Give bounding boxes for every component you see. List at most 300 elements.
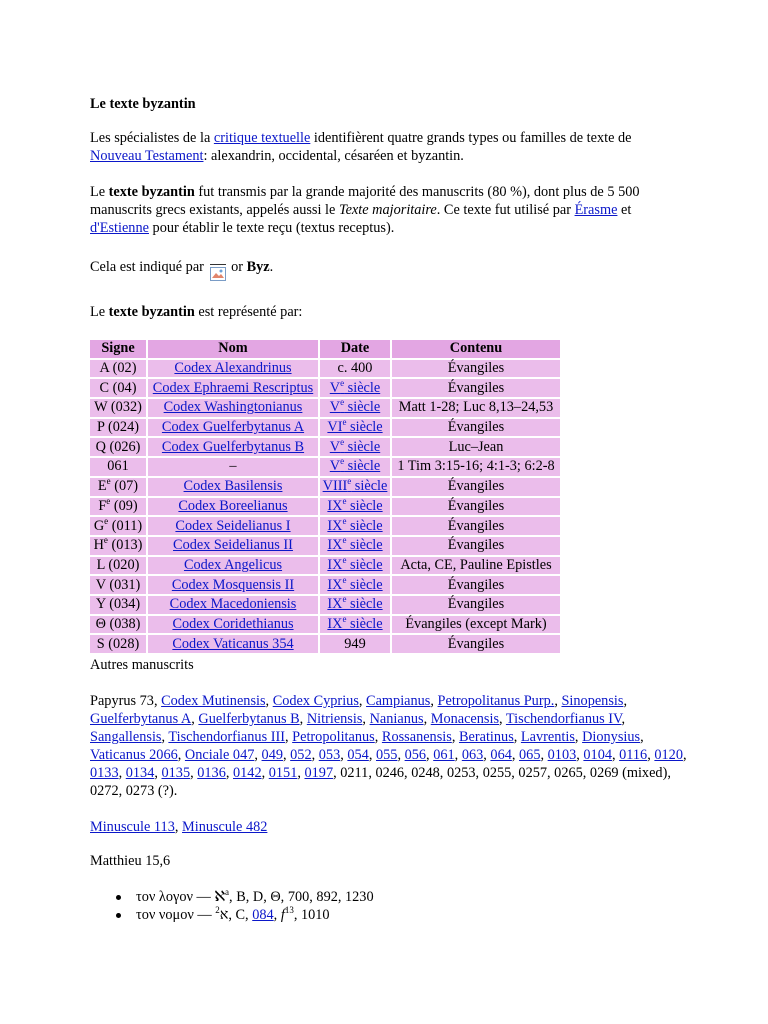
- cell-nom: [148, 379, 318, 397]
- cell-signe: [90, 576, 146, 594]
- manuscript-name-link[interactable]: Codex Seidelianus II: [173, 537, 293, 554]
- table-row: [90, 399, 560, 417]
- separator: ,: [647, 747, 655, 763]
- separator: ,: [511, 747, 520, 763]
- separator: ,: [554, 693, 562, 709]
- manuscript-link[interactable]: Sinopensis: [561, 693, 624, 709]
- date-text: siècle: [346, 497, 383, 514]
- table-row: [90, 478, 560, 496]
- cell-signe: [90, 517, 146, 535]
- manuscript-link[interactable]: Beratinus: [458, 729, 514, 745]
- separator: ,: [265, 693, 273, 709]
- cell-signe: [90, 616, 146, 634]
- sup: a: [225, 887, 230, 898]
- text: Cela est indiqué par: [90, 259, 208, 275]
- sup: e: [340, 397, 345, 408]
- table-row: [90, 517, 560, 535]
- century-link[interactable]: [327, 596, 382, 612]
- manuscript-link[interactable]: 063: [461, 747, 484, 763]
- represente-paragraph: [90, 303, 690, 321]
- manuscript-name: –: [229, 458, 237, 475]
- text: et: [617, 202, 632, 218]
- table-row: [90, 438, 560, 456]
- manuscript-link[interactable]: 0116: [619, 747, 648, 763]
- sign-text: Θ (038): [95, 615, 141, 632]
- separator: ,: [499, 711, 506, 727]
- text: Les spécialistes de la: [90, 130, 214, 146]
- text: ,: [273, 907, 281, 923]
- cell-contenu: Évangiles: [392, 419, 560, 437]
- sup: e: [340, 377, 345, 388]
- manuscript-link[interactable]: 0104: [583, 747, 612, 763]
- cell-date: [320, 576, 390, 594]
- header-contenu: Contenu: [392, 340, 560, 358]
- sign-text: F: [98, 497, 107, 514]
- separator: ,: [190, 765, 198, 781]
- century-link[interactable]: [327, 616, 382, 632]
- separator: ,: [483, 747, 491, 763]
- cell-nom: [148, 399, 318, 417]
- cell-nom: [148, 635, 318, 653]
- sup: e: [342, 515, 347, 526]
- cell-signe: [90, 458, 146, 476]
- sign-text: C (04): [99, 379, 137, 396]
- manuscript-name-link[interactable]: Codex Coridethianus: [172, 615, 294, 632]
- text: Le: [90, 304, 109, 320]
- manuscript-link[interactable]: Sangallensis: [90, 729, 162, 745]
- text: , B, D, Θ, 700, 892, 1230: [229, 889, 374, 905]
- sign-text: (09): [110, 497, 138, 514]
- nouveau-testament-link[interactable]: Nouveau Testament: [90, 148, 204, 164]
- cell-nom: [148, 478, 318, 496]
- century-link[interactable]: [327, 515, 383, 534]
- sign-text: H: [93, 537, 104, 554]
- manuscript-link[interactable]: 052: [290, 747, 312, 763]
- erasme-link[interactable]: Érasme: [574, 202, 618, 218]
- separator: ,: [333, 765, 341, 781]
- cell-nom: [148, 596, 318, 614]
- manuscript-link[interactable]: 0135: [161, 765, 191, 781]
- manuscript-link[interactable]: Nanianus: [369, 711, 424, 727]
- manuscript-link[interactable]: Guelferbytanus A: [90, 711, 192, 727]
- sup: e: [342, 614, 347, 625]
- century-link[interactable]: [327, 498, 382, 514]
- separator: ,: [682, 747, 687, 763]
- separator: ,: [177, 747, 185, 763]
- variants-list: [90, 888, 736, 924]
- text: fut transmis par la grande majorité des manuscrits (80 %), dont plus de 5 500: [194, 184, 640, 200]
- sup: e: [106, 496, 111, 507]
- cell-date: [320, 517, 390, 535]
- sup: e: [342, 594, 347, 605]
- manuscript-link[interactable]: 0142: [233, 765, 262, 781]
- sign-text: A (02): [99, 360, 137, 377]
- cell-nom: [148, 458, 318, 476]
- date-text: IX: [327, 537, 343, 554]
- date-text: siècle: [346, 615, 383, 632]
- cell-nom: [148, 576, 318, 594]
- sign-text: P (024): [97, 419, 139, 436]
- text: manuscrits grecs existants, appelés aussi le: [90, 202, 339, 218]
- cell-date: [320, 616, 390, 634]
- cell-contenu: Évangiles: [392, 596, 560, 614]
- manuscript-link[interactable]: Tischendorfianus III: [168, 729, 285, 745]
- cell-nom: [148, 517, 318, 535]
- cell-contenu: Évangiles: [392, 537, 560, 555]
- century-link[interactable]: [330, 399, 380, 415]
- text: . Ce texte fut utilisé par: [436, 202, 575, 218]
- matthieu-label: Matthieu 15,6: [90, 853, 171, 869]
- date-text: siècle: [346, 419, 383, 436]
- century-link[interactable]: [327, 574, 383, 593]
- manuscript-link[interactable]: 0136: [197, 765, 226, 781]
- date-text: siècle: [351, 478, 388, 495]
- separator: ,: [430, 693, 438, 709]
- cell-signe: [90, 399, 146, 417]
- broken-image-icon: [210, 264, 226, 279]
- autres-manuscrits-label: Autres manuscrits: [90, 657, 194, 673]
- date-text: siècle: [344, 438, 381, 455]
- date-text: VIII: [322, 478, 348, 495]
- manuscript-link[interactable]: 055: [375, 747, 398, 763]
- manuscript-link[interactable]: Tischendorfianus IV: [505, 711, 622, 727]
- cell-nom: [148, 557, 318, 575]
- table-row: [90, 596, 560, 614]
- separator: ,: [640, 729, 644, 745]
- table-row: [90, 379, 560, 397]
- cell-nom: [148, 419, 318, 437]
- date-text: c. 400: [337, 360, 373, 377]
- byz-label: Byz: [246, 259, 270, 275]
- sup: e: [342, 496, 347, 507]
- separator: ,: [454, 747, 462, 763]
- sup: e: [342, 555, 347, 566]
- separator: ,: [397, 747, 405, 763]
- sign-text: L (020): [96, 556, 140, 573]
- sign-text: G: [93, 517, 105, 534]
- date-text: V: [329, 438, 341, 455]
- separator: ,: [340, 747, 348, 763]
- table-row: [90, 498, 560, 516]
- text: identifièrent quatre grands types ou familles de texte de: [310, 130, 632, 146]
- century-link[interactable]: [327, 537, 382, 553]
- estienne-link[interactable]: d'Estienne: [90, 220, 149, 236]
- separator: ,: [362, 711, 370, 727]
- cell-contenu: Acta, CE, Pauline Epistles: [392, 557, 560, 575]
- separator: ,: [261, 765, 269, 781]
- date-text: siècle: [344, 399, 381, 416]
- separator: ,: [451, 729, 459, 745]
- text: τον νομον —: [136, 907, 216, 923]
- separator: ,: [311, 747, 319, 763]
- date-text: [344, 636, 365, 652]
- separator: ,: [118, 765, 126, 781]
- cell-signe: [90, 537, 146, 555]
- header-date: Date: [320, 340, 390, 358]
- manuscript-name-link[interactable]: Codex Guelferbytanus A: [161, 419, 305, 436]
- byzantine-paragraph: [90, 183, 690, 237]
- date-text: V: [329, 399, 341, 416]
- sup: 2: [215, 905, 220, 916]
- separator: ,: [225, 765, 233, 781]
- cell-contenu: Évangiles: [392, 517, 560, 535]
- date-text: siècle: [346, 517, 383, 534]
- cell-date: [320, 557, 390, 575]
- header-signe: Signe: [90, 340, 146, 358]
- manuscripts-table: [88, 338, 562, 655]
- cell-date: [320, 360, 390, 378]
- header-nom: Nom: [148, 340, 318, 358]
- manuscript-link[interactable]: 0151: [268, 765, 298, 781]
- date-text: siècle: [346, 556, 383, 573]
- separator: ,: [574, 729, 583, 745]
- text: : alexandrin, occidental, césaréen et byzantin.: [203, 148, 464, 164]
- cell-nom: [148, 537, 318, 555]
- cell-date: [320, 635, 390, 653]
- cell-nom: [148, 498, 318, 516]
- manuscript-link[interactable]: Codex Mutinensis: [161, 693, 266, 709]
- cell-signe: [90, 498, 146, 516]
- date-text: V: [329, 458, 341, 475]
- separator: ,: [374, 729, 382, 745]
- separator: ,: [513, 729, 521, 745]
- cell-date: [320, 379, 390, 397]
- list-item: [136, 888, 736, 906]
- cell-contenu: Évangiles: [392, 360, 560, 378]
- text: τον λογον — ℵ: [136, 889, 226, 905]
- cell-signe: [90, 360, 146, 378]
- sup: e: [347, 476, 352, 487]
- manuscript-name-link[interactable]: Codex Boreelianus: [178, 497, 288, 514]
- sign-text: E: [97, 478, 107, 495]
- manuscript-link[interactable]: Vaticanus 2066: [90, 747, 178, 763]
- date-text: IX: [327, 596, 343, 613]
- bold-term: texte byzantin: [108, 304, 195, 320]
- manuscript-link[interactable]: Guelferbytanus B: [198, 711, 300, 727]
- sign-text: Q (026): [95, 438, 141, 455]
- cell-nom: [148, 360, 318, 378]
- separator: ,: [426, 747, 434, 763]
- manuscript-name-link[interactable]: Codex Washingtonianus: [163, 399, 303, 416]
- sup: e: [340, 456, 345, 467]
- cell-signe: [90, 379, 146, 397]
- manuscript-link[interactable]: Onciale 047: [184, 747, 255, 763]
- cell-nom: [148, 616, 318, 634]
- date-text: IX: [327, 556, 343, 573]
- cell-contenu: Luc–Jean: [392, 438, 560, 456]
- table-row: [90, 576, 560, 594]
- manuscript-text: 0211, 0246, 0248, 0253, 0255, 0257, 0265, 0269 (mixed), 0272, 0273 (?).: [90, 765, 671, 799]
- manuscript-link[interactable]: 056: [404, 747, 427, 763]
- sign-text: (013): [107, 537, 143, 554]
- sign-text: S (028): [96, 635, 140, 652]
- manuscript-link[interactable]: 054: [347, 747, 369, 763]
- sign-text: Y (034): [95, 596, 141, 613]
- cell-signe: [90, 557, 146, 575]
- text: א, C,: [219, 907, 253, 923]
- sup: 13: [284, 905, 294, 916]
- table-row: [90, 419, 560, 437]
- manuscript-name-link[interactable]: Codex Seidelianus I: [175, 517, 291, 534]
- manuscript-link[interactable]: Codex Cyprius: [272, 693, 359, 709]
- cell-contenu: Évangiles: [392, 379, 560, 397]
- table-row: [90, 616, 560, 634]
- manuscript-name-link[interactable]: Codex Ephraemi Rescriptus: [152, 379, 314, 396]
- manuscript-link[interactable]: 064: [490, 747, 512, 763]
- date-text: IX: [327, 517, 343, 534]
- sign-text: (07): [110, 478, 139, 495]
- century-link[interactable]: [327, 557, 382, 573]
- sup: e: [106, 476, 111, 487]
- manuscript-name-link[interactable]: Codex Alexandrinus: [174, 360, 292, 377]
- minuscule-113-link[interactable]: Minuscule 113: [90, 819, 175, 835]
- cell-signe: [90, 635, 146, 653]
- manuscript-link[interactable]: Petropolitanus: [292, 729, 375, 745]
- text: pour établir le texte reçu (textus receptus).: [148, 220, 395, 236]
- cell-contenu: Matt 1-28; Luc 8,13–24,53: [392, 399, 560, 417]
- list-item: [136, 906, 736, 924]
- manuscript-name-link[interactable]: Codex Mosquensis II: [171, 576, 295, 593]
- manuscript-link[interactable]: 053: [318, 747, 341, 763]
- sign-text: V (031): [95, 576, 141, 593]
- cell-date: [320, 498, 390, 516]
- manuscript-link[interactable]: 0103: [547, 747, 577, 763]
- text: ,: [174, 819, 183, 835]
- separator: ,: [358, 693, 367, 709]
- cell-signe: [90, 478, 146, 496]
- manuscript-name-link[interactable]: Codex Basilensis: [183, 478, 283, 495]
- text: , 1010: [293, 907, 330, 923]
- separator: ,: [576, 747, 584, 763]
- date-text: siècle: [346, 596, 383, 613]
- separator: ,: [154, 765, 162, 781]
- sign-text: (011): [108, 517, 143, 534]
- table-row: [90, 537, 560, 555]
- 084-link[interactable]: 084: [252, 907, 274, 923]
- separator: ,: [611, 747, 620, 763]
- text: or: [227, 259, 247, 275]
- separator: ,: [299, 711, 307, 727]
- table-row: [90, 360, 560, 378]
- italic-f: f: [280, 907, 285, 923]
- indication-paragraph: [90, 256, 690, 276]
- date-text: siècle: [346, 537, 383, 554]
- manuscript-link[interactable]: 049: [261, 747, 283, 763]
- minuscule-482-link[interactable]: Minuscule 482: [182, 819, 268, 835]
- text: .: [269, 259, 274, 275]
- text: Le: [90, 184, 109, 200]
- manuscript-link[interactable]: Rossanensis: [381, 729, 452, 745]
- sup: e: [342, 574, 347, 585]
- separator: ,: [191, 711, 199, 727]
- sup: e: [104, 515, 109, 526]
- date-text: V: [329, 379, 341, 396]
- date-text: [338, 360, 373, 376]
- intro-paragraph: [90, 129, 690, 165]
- cell-contenu: Évangiles: [392, 478, 560, 496]
- sign-text: W (032): [94, 399, 142, 416]
- date-text: siècle: [344, 379, 381, 396]
- cell-date: [320, 478, 390, 496]
- century-link[interactable]: [330, 458, 380, 474]
- cell-date: [320, 537, 390, 555]
- manuscript-name-link[interactable]: Codex Macedoniensis: [169, 596, 297, 613]
- date-text: IX: [327, 615, 343, 632]
- separator: ,: [254, 747, 262, 763]
- cell-contenu: Évangiles (except Mark): [392, 616, 560, 634]
- cell-signe: [90, 419, 146, 437]
- critique-textuelle-link[interactable]: critique textuelle: [213, 130, 311, 146]
- manuscript-link[interactable]: Dionysius: [582, 729, 641, 745]
- century-link[interactable]: [329, 377, 381, 396]
- table-header-row: [90, 340, 560, 358]
- manuscript-link[interactable]: Nitriensis: [306, 711, 363, 727]
- sup: e: [342, 535, 347, 546]
- date-text: 949: [344, 635, 366, 652]
- italic-term: Texte majoritaire: [338, 202, 437, 218]
- separator: ,: [623, 693, 628, 709]
- manuscript-link[interactable]: 0120: [654, 747, 683, 763]
- cell-date: [320, 399, 390, 417]
- century-link[interactable]: [327, 419, 382, 435]
- other-manuscripts-list: [90, 692, 690, 800]
- sup: e: [103, 535, 108, 546]
- manuscript-name-link[interactable]: Codex Vaticanus 354: [172, 635, 294, 652]
- sup: e: [342, 417, 347, 428]
- section-heading: Le texte byzantin: [90, 96, 196, 112]
- manuscript-name-link[interactable]: Codex Angelicus: [183, 556, 283, 573]
- date-text: siècle: [344, 458, 381, 475]
- cell-contenu: 1 Tim 3:15-16; 4:1-3; 6:2-8: [392, 458, 560, 476]
- cell-date: [320, 438, 390, 456]
- manuscript-link[interactable]: 0197: [304, 765, 334, 781]
- cell-signe: [90, 438, 146, 456]
- minuscules-line: [90, 818, 690, 836]
- manuscript-link[interactable]: Petropolitanus Purp.: [437, 693, 555, 709]
- century-link[interactable]: [330, 439, 380, 455]
- date-text: IX: [327, 576, 343, 593]
- cell-contenu: Évangiles: [392, 498, 560, 516]
- separator: ,: [161, 729, 169, 745]
- date-text: siècle: [346, 576, 383, 593]
- cell-date: [320, 596, 390, 614]
- separator: ,: [297, 765, 305, 781]
- manuscript-link[interactable]: Lavrentis: [520, 729, 575, 745]
- cell-contenu: Évangiles: [392, 576, 560, 594]
- manuscript-name-link[interactable]: Codex Guelferbytanus B: [161, 438, 305, 455]
- manuscript-link[interactable]: 0133: [90, 765, 119, 781]
- manuscript-link[interactable]: Monacensis: [430, 711, 500, 727]
- separator: ,: [368, 747, 376, 763]
- manuscript-link[interactable]: 0134: [125, 765, 155, 781]
- sup: e: [340, 437, 345, 448]
- manuscript-link[interactable]: Campianus: [366, 693, 431, 709]
- text: Papyrus 73,: [90, 693, 162, 709]
- century-link[interactable]: [323, 478, 388, 494]
- text: est représenté par:: [194, 304, 303, 320]
- cell-contenu: Évangiles: [392, 635, 560, 653]
- manuscript-link[interactable]: 061: [433, 747, 455, 763]
- manuscript-link[interactable]: 065: [519, 747, 541, 763]
- separator: ,: [621, 711, 626, 727]
- sign-text: 061: [107, 458, 129, 475]
- separator: ,: [283, 747, 291, 763]
- cell-nom: [148, 438, 318, 456]
- cell-date: [320, 458, 390, 476]
- separator: ,: [284, 729, 293, 745]
- bold-term: texte byzantin: [108, 184, 195, 200]
- cell-signe: [90, 596, 146, 614]
